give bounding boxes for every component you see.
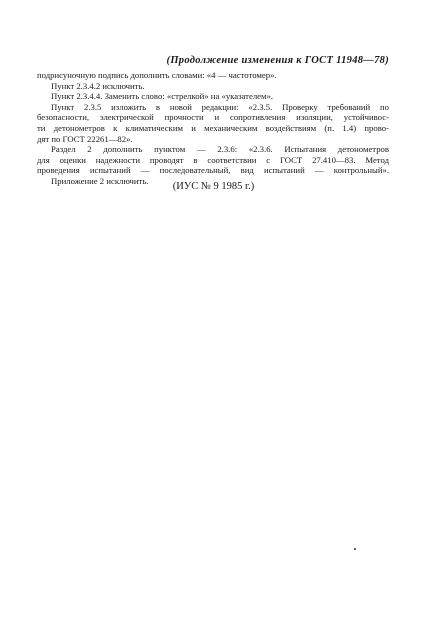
- amendment-text: [37, 70, 389, 187]
- text-line: проведения испытаний — последовательный, вид испытаний — контрольный».: [37, 165, 389, 176]
- text-line: Раздел 2 дополнить пунктом — 2.3.6: «2.3.6. Испытания детонометров: [51, 144, 389, 155]
- page-header: (Продолжение изменения к ГОСТ 11948—78): [166, 55, 389, 66]
- text-line: Пункт 2.3.5 изложить в новой редакции: «2.3.5. Проверку требований по: [51, 101, 389, 112]
- source-reference: (ИУС № 9 1985 г.): [172, 181, 255, 192]
- text-line: Приложение 2 исключить.: [51, 175, 149, 186]
- text-line: Пункт 2.3.4.2 исключить.: [51, 80, 145, 91]
- text-line: безопасности, электрической прочности и сопротивления изоляции, устойчивос-: [37, 112, 389, 123]
- text-line: Пункт 2.3.4.4. Заменить слово: «стрелкой» на «указателем».: [51, 91, 274, 102]
- scan-speck: [354, 548, 356, 550]
- text-line: ти детонометров к климатическим и механическим воздействиям (п. 1.4) прово-: [37, 122, 389, 133]
- text-line: дят по ГОСТ 22261—82».: [37, 133, 133, 144]
- text-line: для оценки надежности проводят в соответствии с ГОСТ 27.410—83. Метод: [37, 154, 389, 165]
- text-line: подрисуночную подпись дополнить словами: «4 — частотомер».: [37, 70, 277, 80]
